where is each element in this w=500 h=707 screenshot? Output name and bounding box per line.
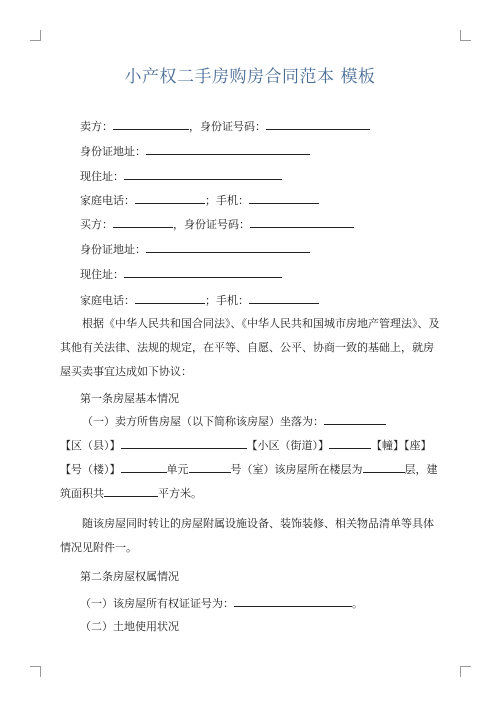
article1-p1-f: 号（室）该房屋所在楼层为 <box>230 463 363 476</box>
document-title: 小产权二手房购房合同范本 模板 <box>124 67 376 87</box>
seller-name-line <box>80 118 370 134</box>
seller-mobile-field[interactable] <box>249 192 319 204</box>
article2-paragraph1 <box>80 595 363 611</box>
buyer-id-label: ，身份证号码： <box>173 218 250 231</box>
article1-p1-h: 平方米。 <box>158 487 202 500</box>
article1-p1-a: （一）卖方所售房屋（以下简称该房屋）坐落为： <box>82 415 324 428</box>
seller-name-field[interactable] <box>113 118 189 130</box>
article1-p1-g: 层，建筑面积共 <box>60 463 438 500</box>
buyer-home-phone-label: 家庭电话： <box>80 294 135 307</box>
corner-mark-bottom-left <box>30 666 41 677</box>
buyer-home-phone-field[interactable] <box>135 292 205 304</box>
ownership-certificate-field[interactable] <box>234 595 352 607</box>
buyer-id-field[interactable] <box>250 216 354 228</box>
buyer-mobile-label: ；手机： <box>205 294 249 307</box>
seller-current-address-field[interactable] <box>124 168 282 180</box>
article1-p1-d: 【幢】【座】【号（楼）】 <box>60 439 432 476</box>
article2-p1-b: 。 <box>352 597 363 610</box>
buyer-name-field[interactable] <box>113 216 173 228</box>
seller-id-address-line <box>80 143 310 159</box>
article1-p1-b: 【区（县）】 <box>60 439 121 452</box>
floor-field[interactable] <box>363 461 405 473</box>
article1-paragraph2: 随该房屋同时转让的房屋附属设施设备、装饰装修、相关物品清单等具体情况见附件一。 <box>60 517 434 554</box>
seller-home-phone-field[interactable] <box>135 192 205 204</box>
article1-paragraph1 <box>60 410 443 506</box>
seller-id-address-field[interactable] <box>146 143 310 155</box>
buyer-name-label: 买方： <box>80 218 113 231</box>
article2-heading: 第二条房屋权属情况 <box>80 570 179 583</box>
article2-p1-a: （一）该房屋所有权证证号为： <box>80 597 234 610</box>
seller-id-address-label: 身份证地址： <box>80 145 146 158</box>
article1-p1-c: 【小区（街道）】 <box>246 439 329 452</box>
seller-id-field[interactable] <box>266 118 370 130</box>
buyer-id-address-field[interactable] <box>146 241 310 253</box>
corner-mark-top-right <box>460 30 471 41</box>
unit-field[interactable] <box>141 461 167 473</box>
area-field-a[interactable] <box>104 485 152 497</box>
community-field[interactable] <box>329 437 371 449</box>
buyer-current-address-label: 现住址： <box>80 268 124 281</box>
article1-heading: 第一条房屋基本情况 <box>80 392 179 405</box>
buyer-name-line <box>80 216 354 232</box>
buyer-id-address-line <box>80 241 310 257</box>
seller-home-phone-label: 家庭电话： <box>80 194 135 207</box>
corner-mark-top-left <box>30 30 41 41</box>
building-field[interactable] <box>121 461 141 473</box>
seller-current-address-label: 现住址： <box>80 170 124 183</box>
district-field-a[interactable] <box>121 437 135 449</box>
buyer-id-address-label: 身份证地址： <box>80 243 146 256</box>
seller-phone-line <box>80 192 319 208</box>
seller-mobile-label: ；手机： <box>205 194 249 207</box>
buyer-mobile-field[interactable] <box>249 292 319 304</box>
seller-id-label: ，身份证号码： <box>189 120 266 133</box>
article2-paragraph2: （二）土地使用状况 <box>80 620 179 633</box>
buyer-current-address-field[interactable] <box>124 266 282 278</box>
corner-mark-bottom-right <box>460 666 471 677</box>
district-field-b[interactable] <box>135 437 247 449</box>
article1-p1-e: 单元 <box>166 463 189 476</box>
seller-current-address-line <box>80 168 282 184</box>
property-location-field[interactable] <box>324 413 386 425</box>
buyer-phone-line <box>80 292 319 308</box>
intro-paragraph: 根据《中华人民共和国合同法》、《中华人民共和国城市房地产管理法》、及其他有关法律、法规的规定，在平等、自愿、公平、协商一致的基础上，就房屋买卖事宜达成如下协议： <box>60 317 440 378</box>
room-field[interactable] <box>189 461 231 473</box>
seller-name-label: 卖方： <box>80 120 113 133</box>
buyer-current-address-line <box>80 266 282 282</box>
